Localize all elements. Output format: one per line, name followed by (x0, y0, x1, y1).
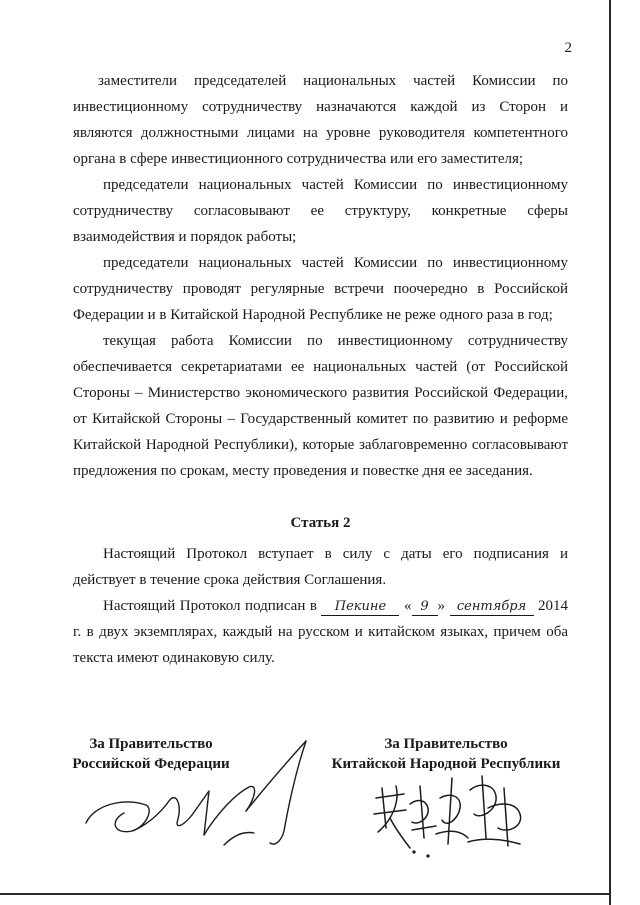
russian-signature-image (84, 735, 334, 860)
quote-close: » (437, 598, 445, 614)
signatory-label-line2: Китайской Народной Республики (331, 756, 561, 772)
signatory-label-line2: Российской Федерации (72, 756, 230, 772)
signing-year: 2014 г. (73, 598, 569, 640)
page-number: 2 (564, 40, 572, 56)
paragraph-signing (73, 593, 568, 671)
signing-day-field: 9 (412, 599, 438, 616)
article-heading: Статья 2 (290, 515, 351, 531)
signing-city-field: Пекине (321, 599, 399, 616)
signing-prefix: Настоящий Протокол подписан в (103, 598, 317, 614)
signing-suffix: в двух экземплярах, каждый на русском и китайском языках, причем оба текста имеют одинаковую силу. (73, 624, 568, 666)
signatory-label-line1: За Правительство (384, 736, 508, 752)
paragraph-entry-into-force: Настоящий Протокол вступает в силу с даты его подписания и действует в течение срока действия Соглашения. (73, 546, 568, 588)
signatory-label-line1: За Правительство (89, 736, 213, 752)
paragraph-chairs-structure: председатели национальных частей Комиссии по инвестиционному сотрудничеству согласовывают ее структуру, конкретные сферы взаимодействия и порядок работы; (73, 177, 568, 245)
paragraph-secretariats: текущая работа Комиссии по инвестиционному сотрудничеству обеспечивается секретариатами ее национальных частей (от Российской Стороны – Министерство экономического развития Российской Федерации, от Китайской Стороны – Государственный комитет по развитию и реформе Китайской Народной Республики), которые заблаговременно согласовывают предложения по срокам, месту проведения и повестке дня ее заседания. (73, 333, 568, 479)
paragraph-deputy-chairs: заместители председателей национальных частей Комиссии по инвестиционному сотрудничеству назначаются каждой из Сторон и являются должностными лицами на уровне руководителя компетентного органа в сфере инвестиционного сотрудничества или его заместителя; (73, 73, 568, 167)
signing-month-field: сентября (450, 599, 534, 616)
document-body (73, 68, 568, 671)
paragraph-chairs-meetings: председатели национальных частей Комиссии по инвестиционному сотрудничеству проводят регулярные встречи поочередно в Российской Федерации и в Китайской Народной Республике не реже одного раза в год; (73, 255, 568, 323)
chinese-signature-image (370, 768, 530, 858)
quote-open: « (404, 598, 412, 614)
page-border-bottom (0, 893, 611, 895)
page-border-right (609, 0, 611, 905)
